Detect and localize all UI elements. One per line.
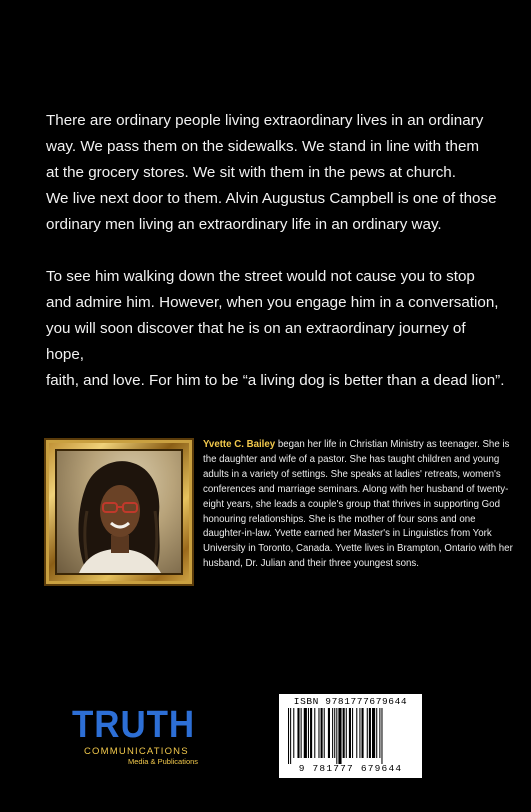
publisher-logo-name: TRUTH: [72, 704, 196, 746]
blurb-paragraph-1: There are ordinary people living extraordinary lives in an ordinary way. We pass them on the sidewalks. We stand in line with them at the grocery stores. We sit with them in the pews at church. We live next door to them. Alvin Augustus Campbell is one of those ordinary men living an extraordinary life in an ordinary way.: [46, 112, 497, 233]
isbn-barcode: [279, 694, 422, 778]
publisher-logo-tagline: Media & Publications: [128, 757, 199, 766]
author-bio: [203, 438, 517, 572]
blurb-paragraph-2: To see him walking down the street would not cause you to stop and admire him. However, when you engage him in a conversation, you will soon discover that he is on an extraordinary journey of hope, faith, and love. For him to be “a living dog is better than a dead lion”.: [46, 268, 505, 389]
author-portrait-image: [57, 451, 181, 573]
author-name: Yvette C. Bailey: [203, 439, 276, 450]
isbn-label: ISBN 9781777679644: [293, 696, 408, 707]
author-photo-frame: [44, 438, 194, 586]
author-photo: [55, 449, 183, 575]
publisher-logo-subtitle: COMMUNICATIONS: [84, 746, 189, 757]
barcode-digits: 9 781777 679644: [298, 763, 403, 774]
barcode-bars: [284, 708, 417, 764]
author-bio-text: began her life in Christian Ministry as teenager. She is the daughter and wife of a pastor. She has taught children and young adults in a variety of settings. She speaks at ladies' retreats, women's conferences and marriage seminars. Along with her husband of twenty-eight years, she leads a couple's group that thrives in supporting God honouring relationships. She is the mother of four sons and one daughter-in-law. Yvette earned her Master's in Linguistics from York University in Toronto, Canada. Yvette lives in Brampton, Ontario with her husband, Dr. Julian and their three youngest sons.: [203, 439, 513, 570]
back-cover-blurb: [46, 108, 506, 394]
publisher-logo: [72, 706, 222, 776]
